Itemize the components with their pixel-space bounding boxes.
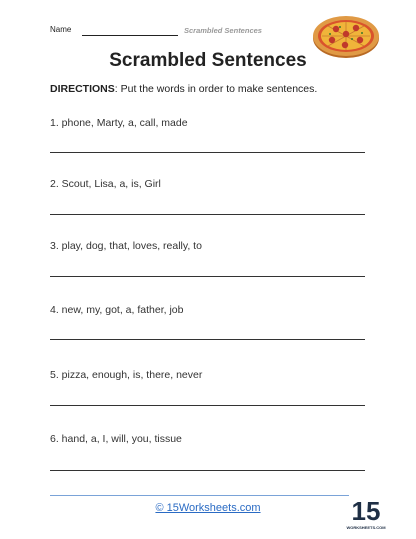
directions: [50, 83, 317, 95]
question-1: 1. phone, Marty, a, call, made: [50, 117, 188, 129]
answer-line-1[interactable]: [50, 152, 365, 153]
page-title: Scrambled Sentences: [109, 50, 307, 71]
badge-number: 15: [351, 496, 381, 526]
question-6: 6. hand, a, I, will, you, tissue: [50, 433, 182, 445]
footer-link[interactable]: © 15Worksheets.com: [155, 502, 261, 514]
answer-line-3[interactable]: [50, 276, 365, 277]
question-3: 3. play, dog, that, loves, really, to: [50, 240, 202, 252]
question-4: 4. new, my, got, a, father, job: [50, 304, 184, 316]
header-subtitle: Scrambled Sentences: [184, 26, 262, 35]
answer-line-6[interactable]: [50, 470, 365, 471]
name-label: Name: [50, 25, 72, 34]
answer-line-5[interactable]: [50, 405, 365, 406]
question-5: 5. pizza, enough, is, there, never: [50, 369, 203, 381]
answer-line-2[interactable]: [50, 214, 365, 215]
directions-text: : Put the words in order to make sentences.: [114, 83, 318, 95]
15-worksheets-logo-icon: [346, 493, 386, 533]
directions-label: DIRECTIONS: [50, 83, 115, 95]
badge-caption: WORKSHEETS.COM: [346, 525, 386, 530]
footer-divider: [50, 495, 372, 496]
answer-line-4[interactable]: [50, 339, 365, 340]
name-input-line[interactable]: [82, 35, 178, 36]
question-2: 2. Scout, Lisa, a, is, Girl: [50, 178, 161, 190]
